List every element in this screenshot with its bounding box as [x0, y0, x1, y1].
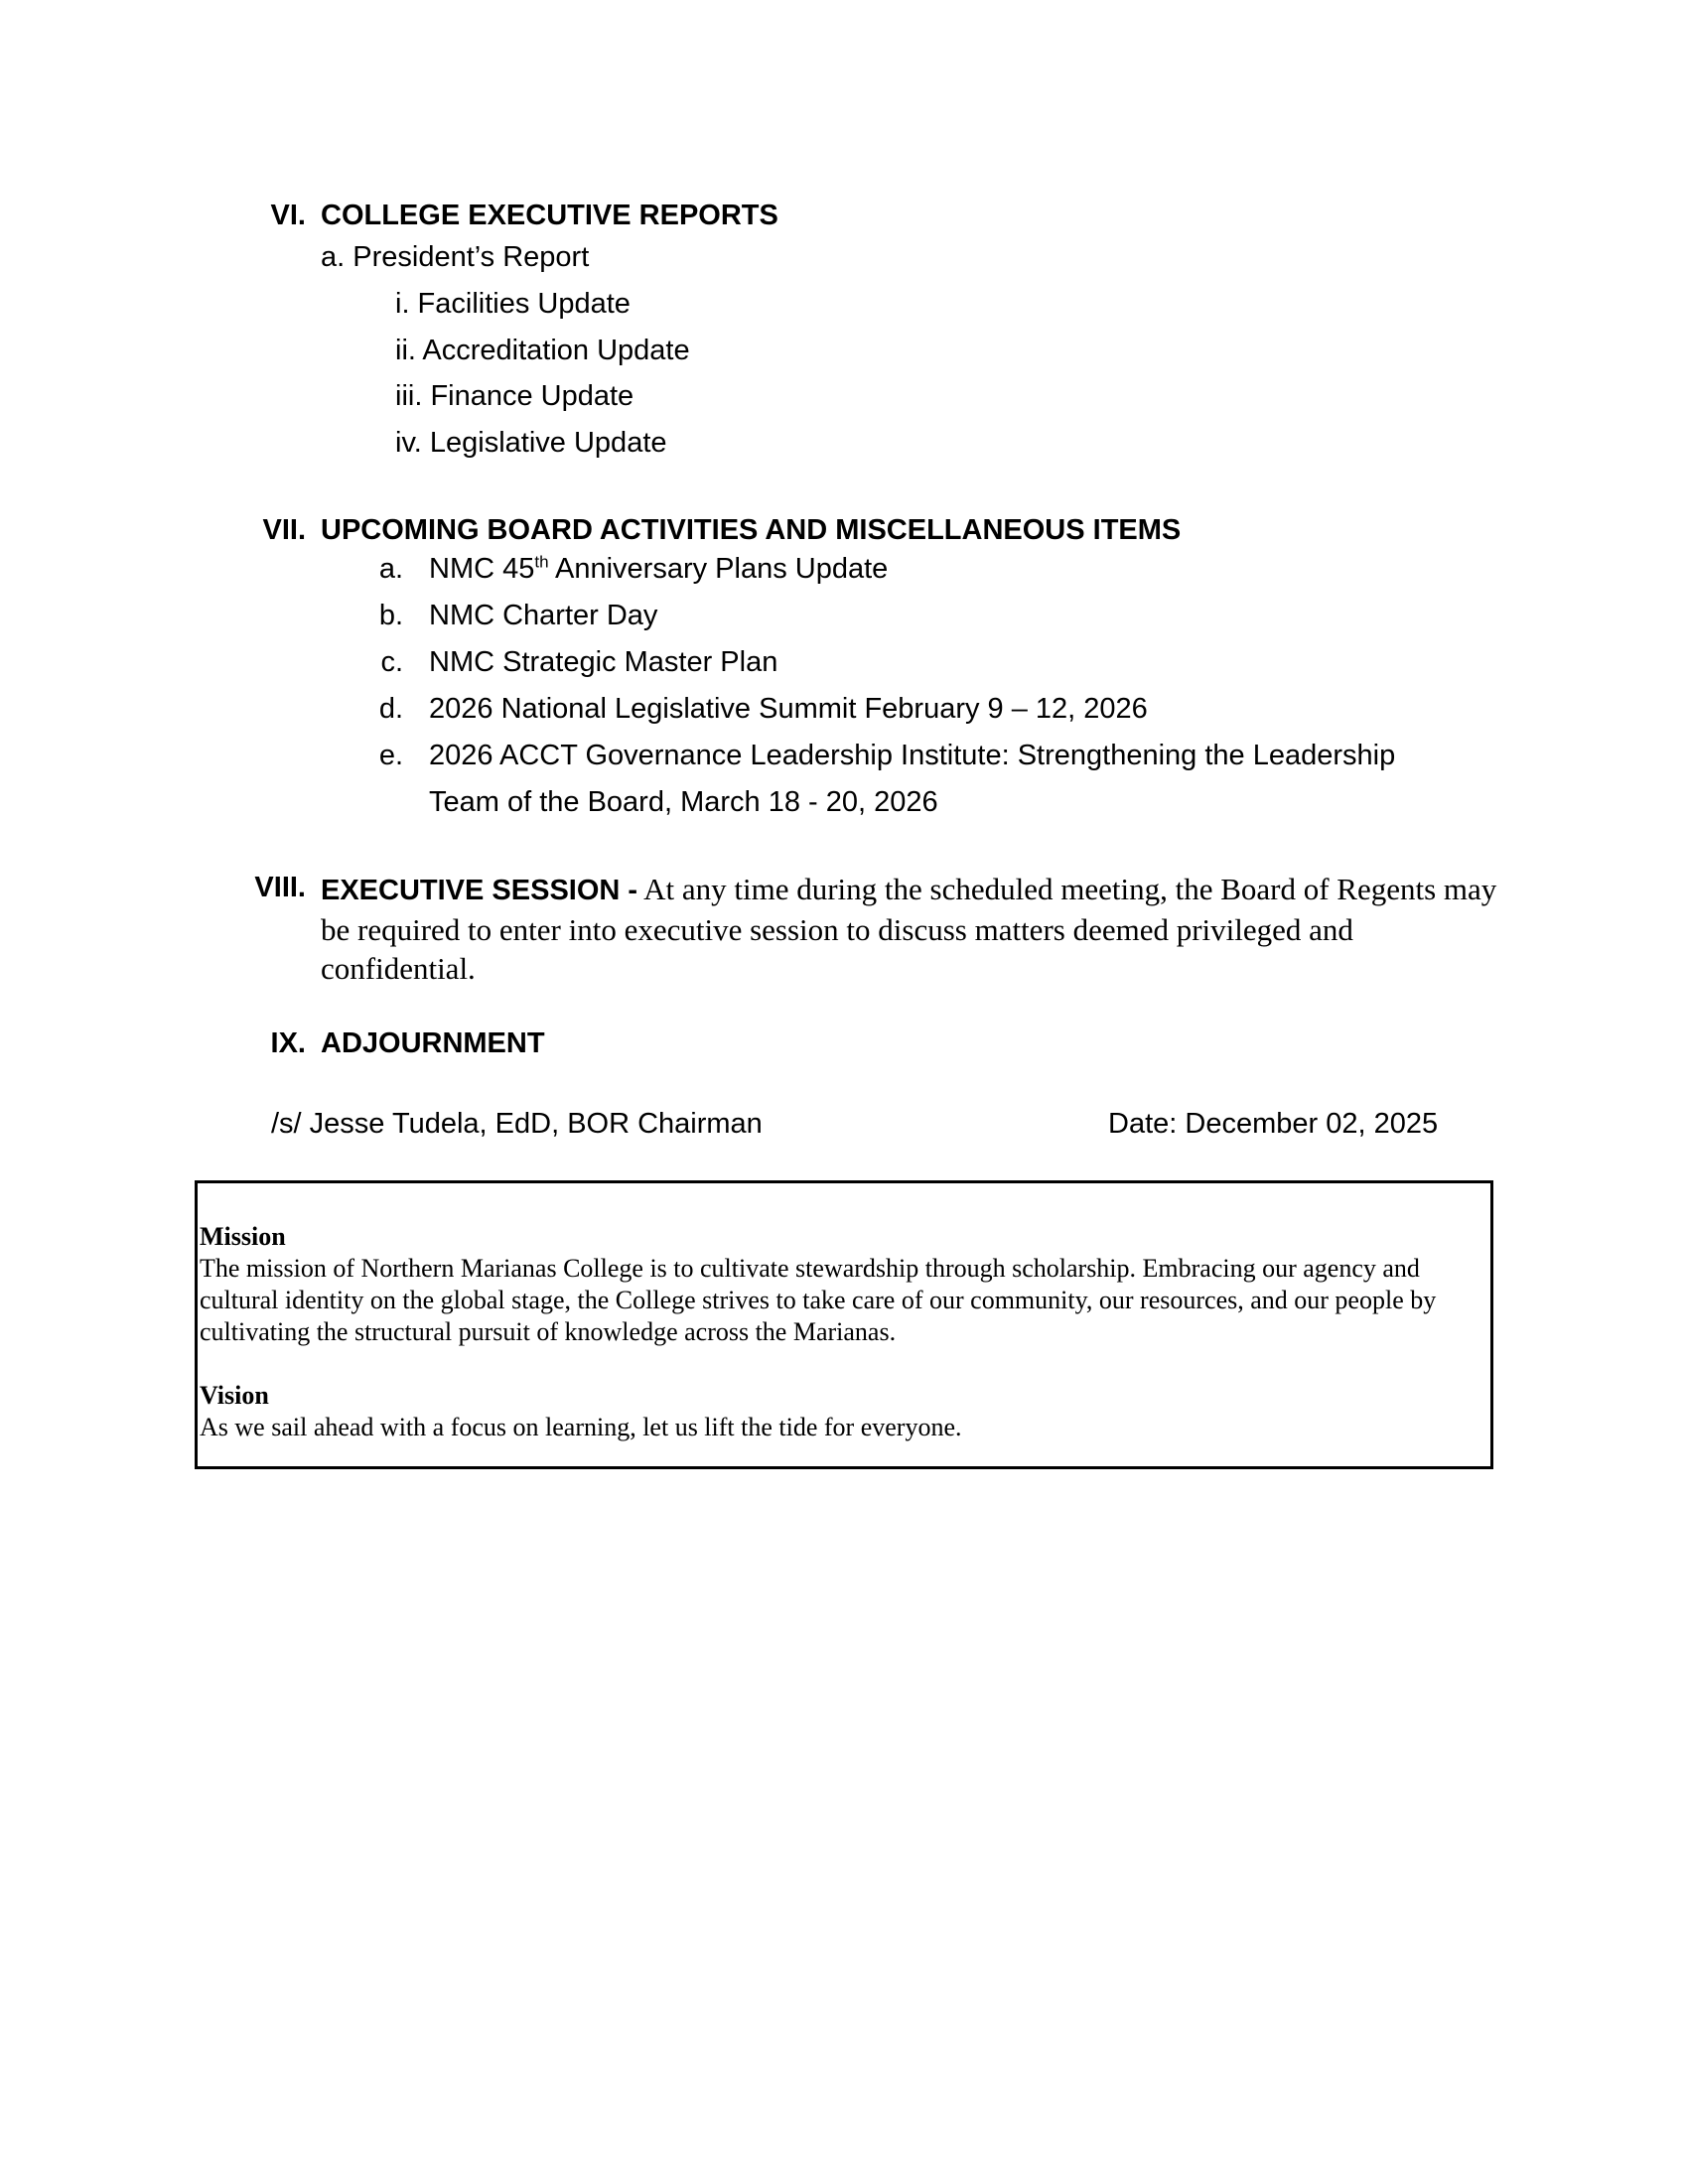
section-vii-item: NMC Strategic Master Plan	[429, 646, 778, 678]
section-vii-item	[429, 553, 888, 586]
section-vi-title: COLLEGE EXECUTIVE REPORTS	[321, 200, 778, 231]
section-vii-marker: d.	[378, 693, 403, 725]
signature-date: Date: December 02, 2025	[1108, 1108, 1439, 1140]
section-vii-marker: e.	[378, 740, 403, 771]
section-vi-item: ii. Accreditation Update	[395, 335, 690, 366]
section-viii-paragraph	[321, 870, 1512, 988]
mission-heading: Mission	[200, 1222, 286, 1251]
section-ix-number: IX.	[270, 1027, 306, 1059]
section-vi-item: iii. Finance Update	[395, 380, 634, 412]
section-viii-body: At any time during the scheduled meeting, the Board of Regents may be required to enter into executive session to discuss matters deemed privileged and confidential.	[321, 872, 1497, 986]
section-vii-item: 2026 National Legislative Summit February 9 – 12, 2026	[429, 693, 1148, 725]
section-vii-marker: c.	[380, 646, 403, 678]
vision-heading: Vision	[200, 1381, 269, 1410]
superscript: th	[534, 552, 549, 572]
section-vi-item: iv. Legislative Update	[395, 427, 667, 459]
section-vii-item: 2026 ACCT Governance Leadership Institute: Strengthening the Leadership	[429, 740, 1396, 771]
vision-text: As we sail ahead with a focus on learning, let us lift the tide for everyone.	[200, 1413, 962, 1441]
section-viii-number: VIII.	[254, 872, 306, 903]
section-vii-item: NMC Charter Day	[429, 600, 658, 631]
mission-vision-content	[200, 1221, 1480, 1443]
section-vii-marker: b.	[378, 600, 403, 631]
section-vii-number: VII.	[262, 514, 306, 546]
item-text: NMC 45	[429, 553, 535, 585]
item-text: Anniversary Plans Update	[548, 553, 889, 585]
spacer	[200, 1348, 1480, 1380]
section-vi-item: i. Facilities Update	[395, 288, 631, 320]
mission-vision-box	[195, 1180, 1493, 1469]
section-vi-number: VI.	[270, 200, 306, 231]
section-viii-title: EXECUTIVE SESSION -	[321, 875, 638, 906]
section-vii-title: UPCOMING BOARD ACTIVITIES AND MISCELLANEOUS ITEMS	[321, 514, 1182, 546]
mission-text: The mission of Northern Marianas College is to cultivate stewardship through scholarship. Embracing our agency and cultural identity on the global stage, the College strives to take care of our community, our resources, and our people by cultivating the structural pursuit of knowledge across the Marianas.	[200, 1254, 1437, 1346]
section-ix-title: ADJOURNMENT	[321, 1027, 545, 1059]
signature-name: /s/ Jesse Tudela, EdD, BOR Chairman	[271, 1108, 763, 1140]
section-vii-item-continued: Team of the Board, March 18 - 20, 2026	[429, 786, 938, 818]
section-vii-marker: a.	[378, 553, 403, 585]
section-vi-sub-a: a. President’s Report	[321, 241, 590, 273]
